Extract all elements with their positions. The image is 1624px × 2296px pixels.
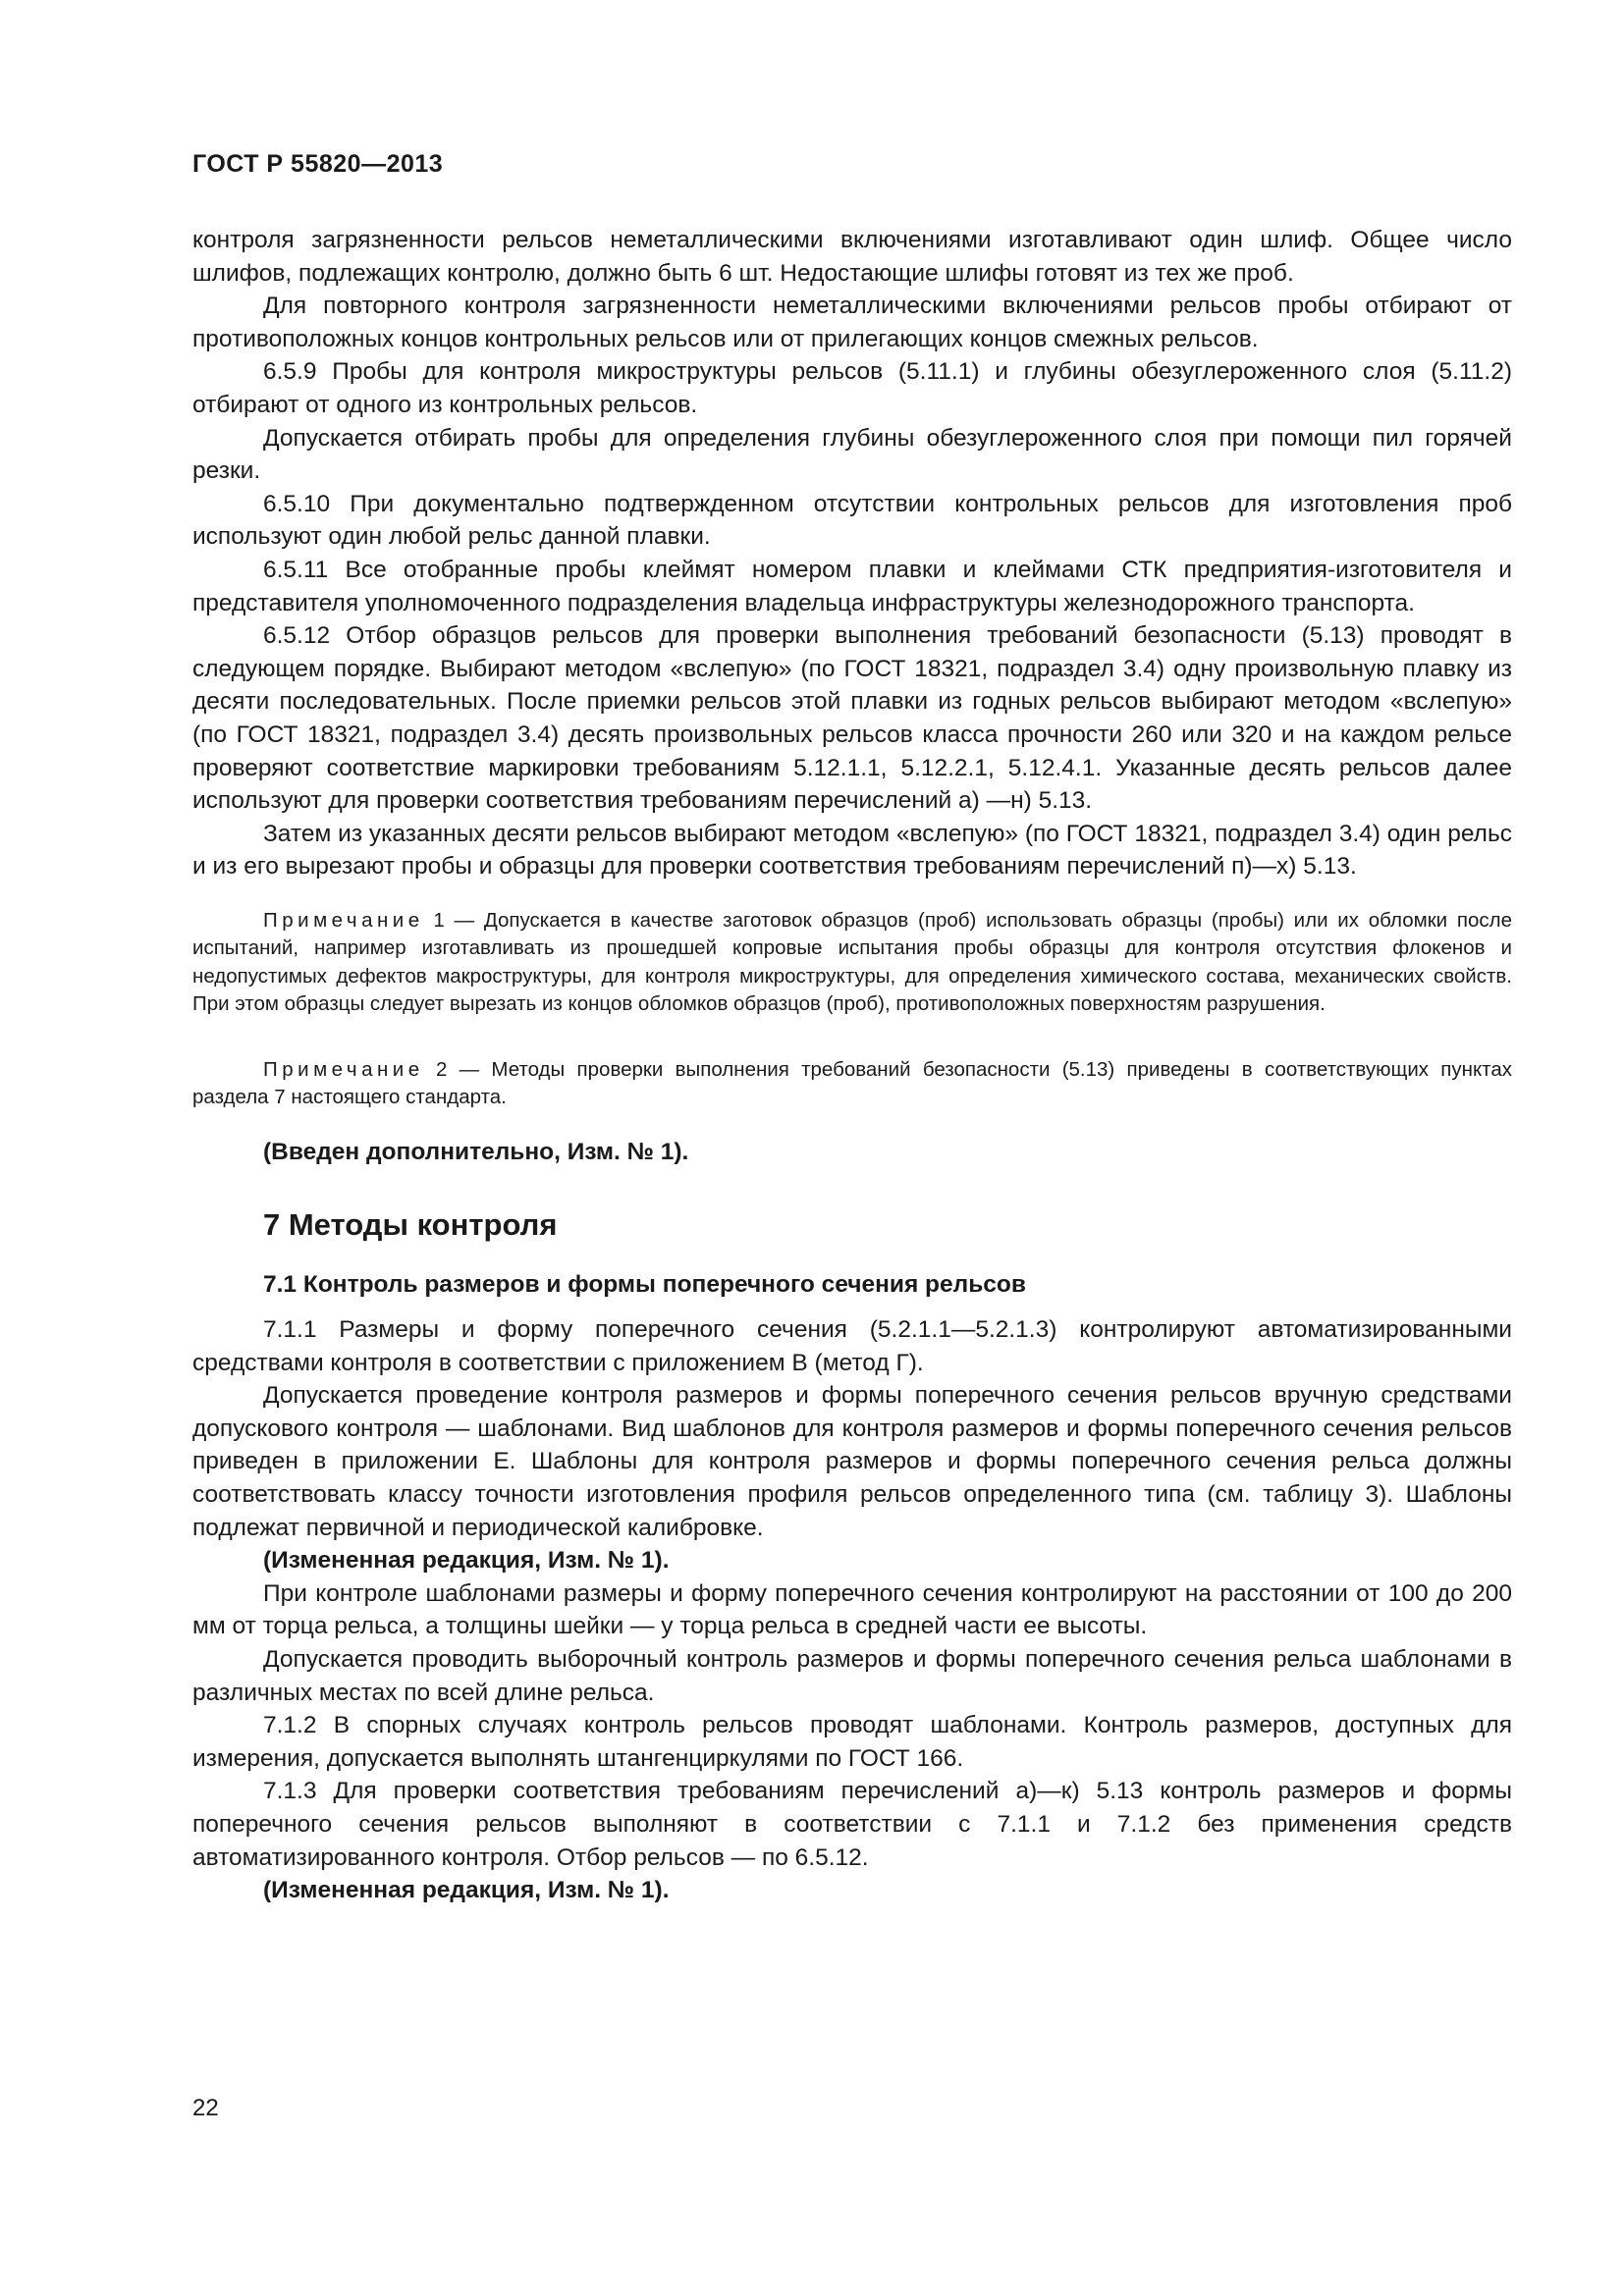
amendment-note: (Измененная редакция, Изм. № 1). [263, 1547, 670, 1575]
note-text: 2 — Методы проверки выполнения требований безопасности (5.13) приведены в соответствующих пунктах раздела 7 настоящего стандарта. [192, 1057, 1512, 1109]
subsection-title: 7.1 Контроль размеров и формы поперечного сечения рельсов [263, 1271, 1026, 1299]
paragraph: 7.1.2 В спорных случаях контроль рельсов проводят шаблонами. Контроль размеров, доступных для измерения, допускается выполнять штангенциркулями по ГОСТ 166. [192, 1712, 1512, 1772]
document-header: ГОСТ Р 55820—2013 [192, 150, 444, 178]
page-content [192, 224, 1512, 1907]
paragraph: 6.5.11 Все отобранные пробы клеймят номером плавки и клеймами СТК предприятия-изготовителя и представителя уполномоченного подразделения владельца инфраструктуры железнодорожного транспорта. [192, 556, 1512, 616]
note-2 [192, 1056, 1512, 1112]
paragraph: Допускается проводить выборочный контроль размеров и формы поперечного сечения рельса шаблонами в различных местах по всей длине рельса. [192, 1646, 1512, 1706]
paragraph: 7.1.1 Размеры и форму поперечного сечения (5.2.1.1—5.2.1.3) контролируют автоматизированными средствами контроля в соответствии с приложением В (метод Г). [192, 1316, 1512, 1376]
note-1 [192, 907, 1512, 1019]
section-title: 7 Методы контроля [263, 1207, 558, 1243]
note-label: Примечание [263, 1057, 424, 1081]
page-number: 22 [192, 2095, 219, 2121]
note-label: Примечание [263, 908, 424, 932]
paragraph: Затем из указанных десяти рельсов выбирают методом «вслепую» (по ГОСТ 18321, подраздел 3.4) один рельс и из его вырезают пробы и образцы для проверки соответствия требованиям перечислений п)—х) 5.13. [192, 820, 1512, 881]
paragraph: При контроле шаблонами размеры и форму поперечного сечения контролируют на расстоянии от 100 до 200 мм от торца рельса, а толщины шейки — у торца рельса в средней части ее высоты. [192, 1579, 1512, 1640]
amendment-note: (Измененная редакция, Изм. № 1). [263, 1877, 670, 1904]
paragraph: Допускается проведение контроля размеров и формы поперечного сечения рельсов вручную средствами допускового контроля — шаблонами. Вид шаблонов для контроля размеров и формы поперечного сечения рельсов приведен в приложении Е. Шаблоны для контроля размеров и формы поперечного сечения рельса должны соответствовать классу точности изготовления профиля рельсов определенного типа (см. таблицу 3). Шаблоны подлежат первичной и периодической калибровке. [192, 1382, 1512, 1541]
paragraph: Допускается отбирать пробы для определения глубины обезуглероженного слоя при помощи пил горячей резки. [192, 424, 1512, 485]
paragraph: 6.5.10 При документально подтвержденном отсутствии контрольных рельсов для изготовления проб используют один любой рельс данной плавки. [192, 490, 1512, 551]
paragraph: Для повторного контроля загрязненности неметаллическими включениями рельсов пробы отбирают от противоположных концов контрольных рельсов или от прилегающих концов смежных рельсов. [192, 293, 1512, 352]
amendment-note: (Введен дополнительно, Изм. № 1). [263, 1138, 689, 1165]
paragraph: 7.1.3 Для проверки соответствия требованиям перечислений а)—к) 5.13 контроль размеров и формы поперечного сечения рельсов выполняют в соответствии с 7.1.1 и 7.1.2 без применения средств автоматизированного контроля. Отбор рельсов — по 6.5.12. [192, 1778, 1512, 1871]
note-text: 1 — Допускается в качестве заготовок образцов (проб) использовать образцы (пробы) или их обломки после испытаний, например изготавливать из прошедшей копровые испытания пробы образцы для контроля отсутствия флокенов и недопустимых дефектов макроструктуры, для контроля микроструктуры, для определения химического состава, механических свойств. При этом образцы следует вырезать из концов обломков образцов (проб), противоположных поверхностям разрушения. [192, 908, 1512, 1016]
paragraph: 6.5.9 Пробы для контроля микроструктуры рельсов (5.11.1) и глубины обезуглероженного слоя (5.11.2) отбирают от одного из контрольных рельсов. [192, 358, 1512, 418]
paragraph: контроля загрязненности рельсов неметаллическими включениями изготавливают один шлиф. Общее число шлифов, подлежащих контролю, должно быть 6 шт. Недостающие шлифы готовят из тех же проб. [192, 227, 1512, 287]
paragraph: 6.5.12 Отбор образцов рельсов для проверки выполнения требований безопасности (5.13) проводят в следующем порядке. Выбирают методом «вслепую» (по ГОСТ 18321, подраздел 3.4) одну произвольную плавку из десяти последовательных. После приемки рельсов этой плавки из годных рельсов выбирают методом «вслепую» (по ГОСТ 18321, подраздел 3.4) десять произвольных рельсов класса прочности 260 или 320 и на каждом рельсе проверяют соответствие маркировки требованиям 5.12.1.1, 5.12.2.1, 5.12.4.1. Указанные десять рельсов далее используют для проверки соответствия требованиям перечислений а) —н) 5.13. [192, 622, 1512, 815]
